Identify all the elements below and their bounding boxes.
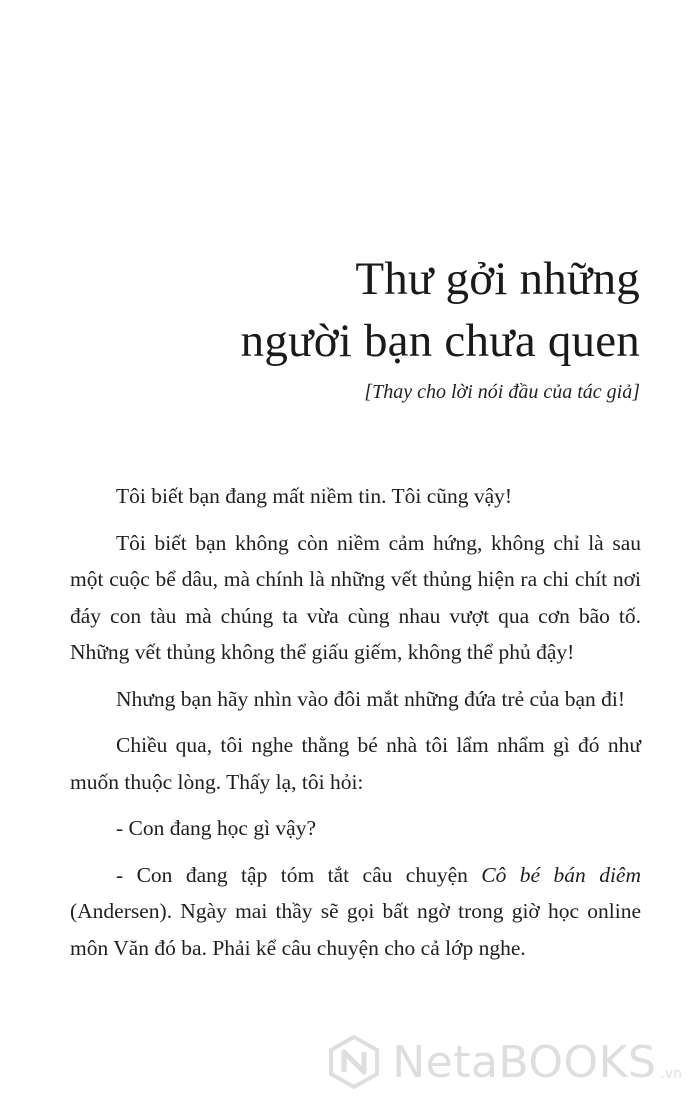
watermark-text: NetaBOOKS <box>392 1036 657 1088</box>
dialogue-line <box>70 810 641 847</box>
paragraph <box>70 525 641 671</box>
chapter-body <box>70 478 641 976</box>
paragraph-text: (Andersen). Ngày mai thầy sẽ gọi bất ngờ trong giờ học online môn Văn đó ba. Phải kể câu chuyện cho cả lớp nghe. <box>70 899 641 960</box>
paragraph-text: Nhưng bạn hãy nhìn vào đôi mắt những đứa trẻ của bạn đi! <box>116 686 626 711</box>
paragraph <box>70 727 641 800</box>
chapter-heading <box>241 248 640 406</box>
chapter-subtitle: [Thay cho lời nói đầu của tác giả] <box>364 381 640 403</box>
paragraph-text: - Con đang tập tóm tắt câu chuyện <box>116 862 482 887</box>
dialogue-line <box>70 857 641 967</box>
paragraph <box>70 478 641 515</box>
paragraph-text: - Con đang học gì vậy? <box>116 816 317 840</box>
story-title: Cô bé bán diêm <box>481 862 641 887</box>
paragraph-text: Chiều qua, tôi nghe thằng bé nhà tôi lẩm nhẩm gì đó như muốn thuộc lòng. Thấy lạ, tôi hỏi: <box>70 733 641 794</box>
watermark-suffix: .vn <box>660 1066 682 1082</box>
chapter-title-line-1: Thư gởi những <box>355 253 640 305</box>
paragraph-text: Tôi biết bạn đang mất niềm tin. Tôi cũng vậy! <box>116 484 513 508</box>
watermark <box>326 1034 682 1090</box>
chapter-title-line-2: người bạn chưa quen <box>240 315 640 367</box>
paragraph-text: Tôi biết bạn không còn niềm cảm hứng, không chỉ là sau một cuộc bể dâu, mà chính là những vết thủng hiện ra chi chít nơi đáy con tàu mà chúng ta vừa cùng nhau vượt qua cơn bão tố. Những vết thủng không thể giấu giếm, không thể phủ đậy! <box>70 530 641 664</box>
netabooks-logo-icon <box>326 1034 382 1090</box>
paragraph <box>70 681 641 718</box>
